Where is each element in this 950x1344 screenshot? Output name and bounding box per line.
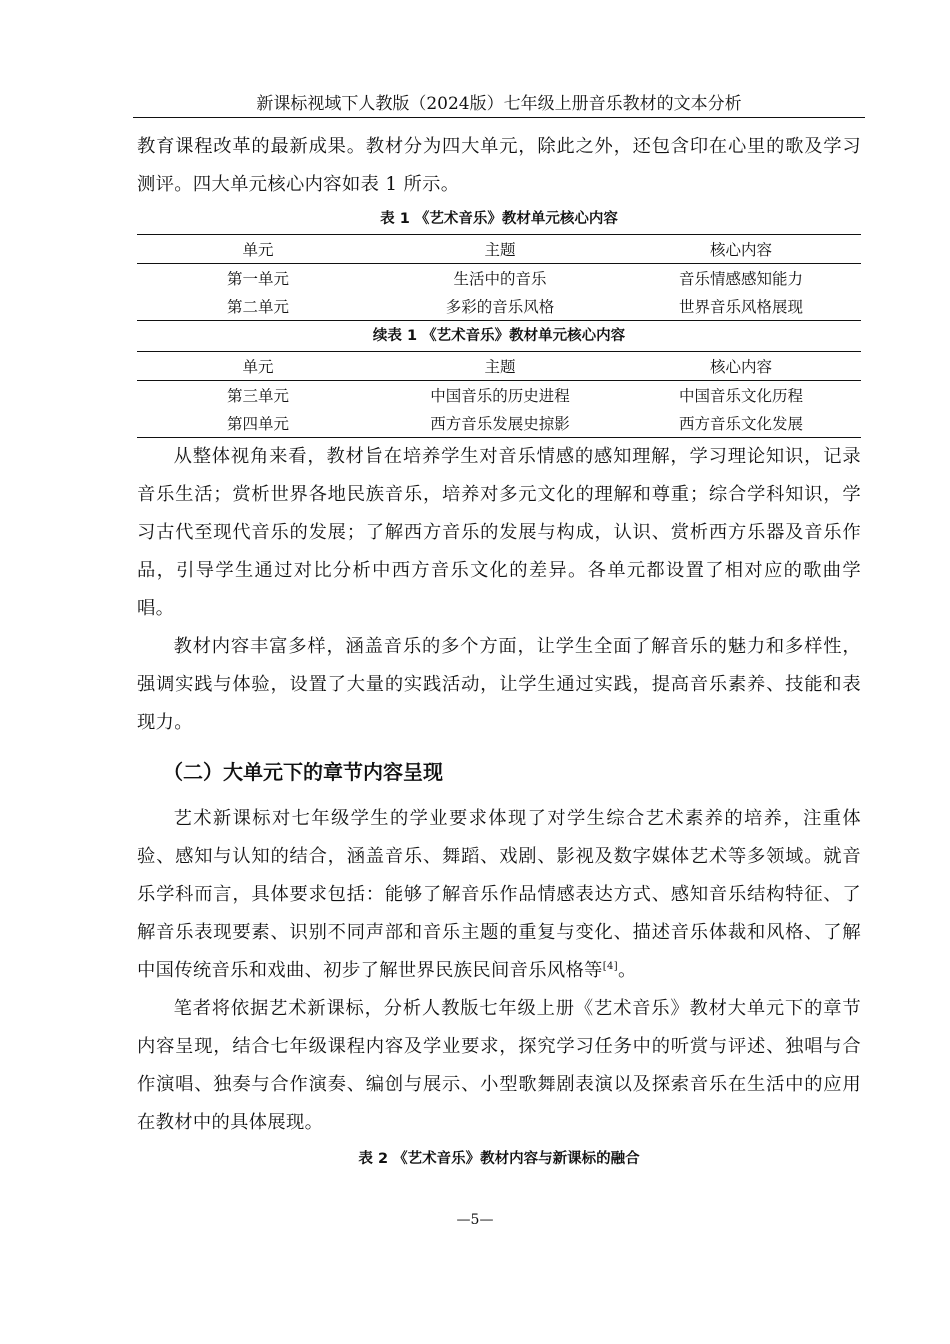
table-header-cell: 主题 [379, 235, 621, 264]
table1-caption: 表 1 《艺术音乐》教材单元核心内容 [380, 211, 618, 227]
paragraph-text: 艺术新课标对七年级学生的学业要求体现了对学生综合艺术素养的培养，注重体验、感知与认知的结合，涵盖音乐、舞蹈、戏剧、影视及数字媒体艺术等多领域。就音乐学科而言，具体要求包括：能够了解音乐作品情感表达方式、感知音乐结构特征、了解音乐表现要素、识别不同声部和音乐主题的重复与变化、描述音乐体裁和风格、了解中国传统音乐和戏曲、初步了解世界民族民间音乐风格等 [137, 808, 861, 981]
intro-paragraph: 教育课程改革的最新成果。教材分为四大单元，除此之外，还包含印在心里的歌及学习测评。四大单元核心内容如表 1 所示。 [137, 136, 861, 195]
table1-cont-caption: 续表 1 《艺术音乐》教材单元核心内容 [372, 328, 626, 344]
table-cell: 中国音乐文化历程 [678, 387, 803, 405]
body-paragraph: 从整体视角来看，教材旨在培养学生对音乐情感的感知理解，学习理论知识，记录音乐生活；赏析世界各地民族音乐，培养对多元文化的理解和尊重；综合学科知识，学习古代至现代音乐的发展；了解西方音乐的发展与构成，认识、赏析西方乐器及音乐作品，引导学生通过对比分析中西方音乐文化的差异。各单元都设置了相对应的歌曲学唱。 [137, 446, 861, 619]
running-header: 新课标视域下人教版（2024版）七年级上册音乐教材的文本分析 [256, 94, 742, 114]
table2-caption: 表 2 《艺术音乐》教材内容与新课标的融合 [358, 1151, 640, 1167]
table-cell: 世界音乐风格展现 [621, 292, 861, 321]
table1 [137, 234, 861, 321]
table-cell: 第二单元 [137, 292, 379, 321]
table-header-cell: 单元 [137, 235, 379, 264]
table-cell: 第四单元 [137, 409, 379, 438]
table-header-cell: 主题 [379, 352, 621, 381]
table1-header-row [137, 235, 861, 264]
table1-cont-header-row [137, 352, 861, 381]
table-row [137, 264, 861, 293]
page-number: —5— [456, 1212, 494, 1228]
table-row [137, 292, 861, 321]
table-cell: 西方音乐发展史掠影 [379, 409, 621, 438]
paragraph-end-punct: 。 [618, 960, 637, 981]
table-cell: 西方音乐文化发展 [621, 409, 861, 438]
body-paragraph: 教材内容丰富多样，涵盖音乐的多个方面，让学生全面了解音乐的魅力和多样性，强调实践与体验，设置了大量的实践活动，让学生通过实践，提高音乐素养、技能和表现力。 [137, 636, 861, 733]
body-paragraph: 笔者将依据艺术新课标，分析人教版七年级上册《艺术音乐》教材大单元下的章节内容呈现，结合七年级课程内容及学业要求，探究学习任务中的听赏与评述、独唱与合作演唱、独奏与合作演奏、编创与展示、小型歌舞剧表演以及探索音乐在生活中的应用在教材中的具体展现。 [137, 998, 861, 1133]
table-header-cell: 单元 [137, 352, 379, 381]
table-header-cell: 核心内容 [621, 352, 861, 381]
citation-reference: [4] [602, 960, 618, 972]
table1-continued [137, 351, 861, 438]
body-paragraph-with-citation [137, 800, 861, 990]
table-cell: 音乐情感感知能力 [678, 270, 803, 288]
table-header-cell: 核心内容 [621, 235, 861, 264]
section-heading: （二）大单元下的章节内容呈现 [163, 760, 443, 784]
page-content [137, 128, 861, 1174]
table-row [137, 409, 861, 438]
header-rule [133, 117, 865, 118]
table-cell: 多彩的音乐风格 [379, 292, 621, 321]
table-cell: 第一单元 [226, 270, 289, 288]
table-cell: 生活中的音乐 [453, 270, 547, 288]
table-cell: 第三单元 [226, 387, 289, 405]
table-cell: 中国音乐的历史进程 [430, 387, 570, 405]
table-row [137, 381, 861, 410]
